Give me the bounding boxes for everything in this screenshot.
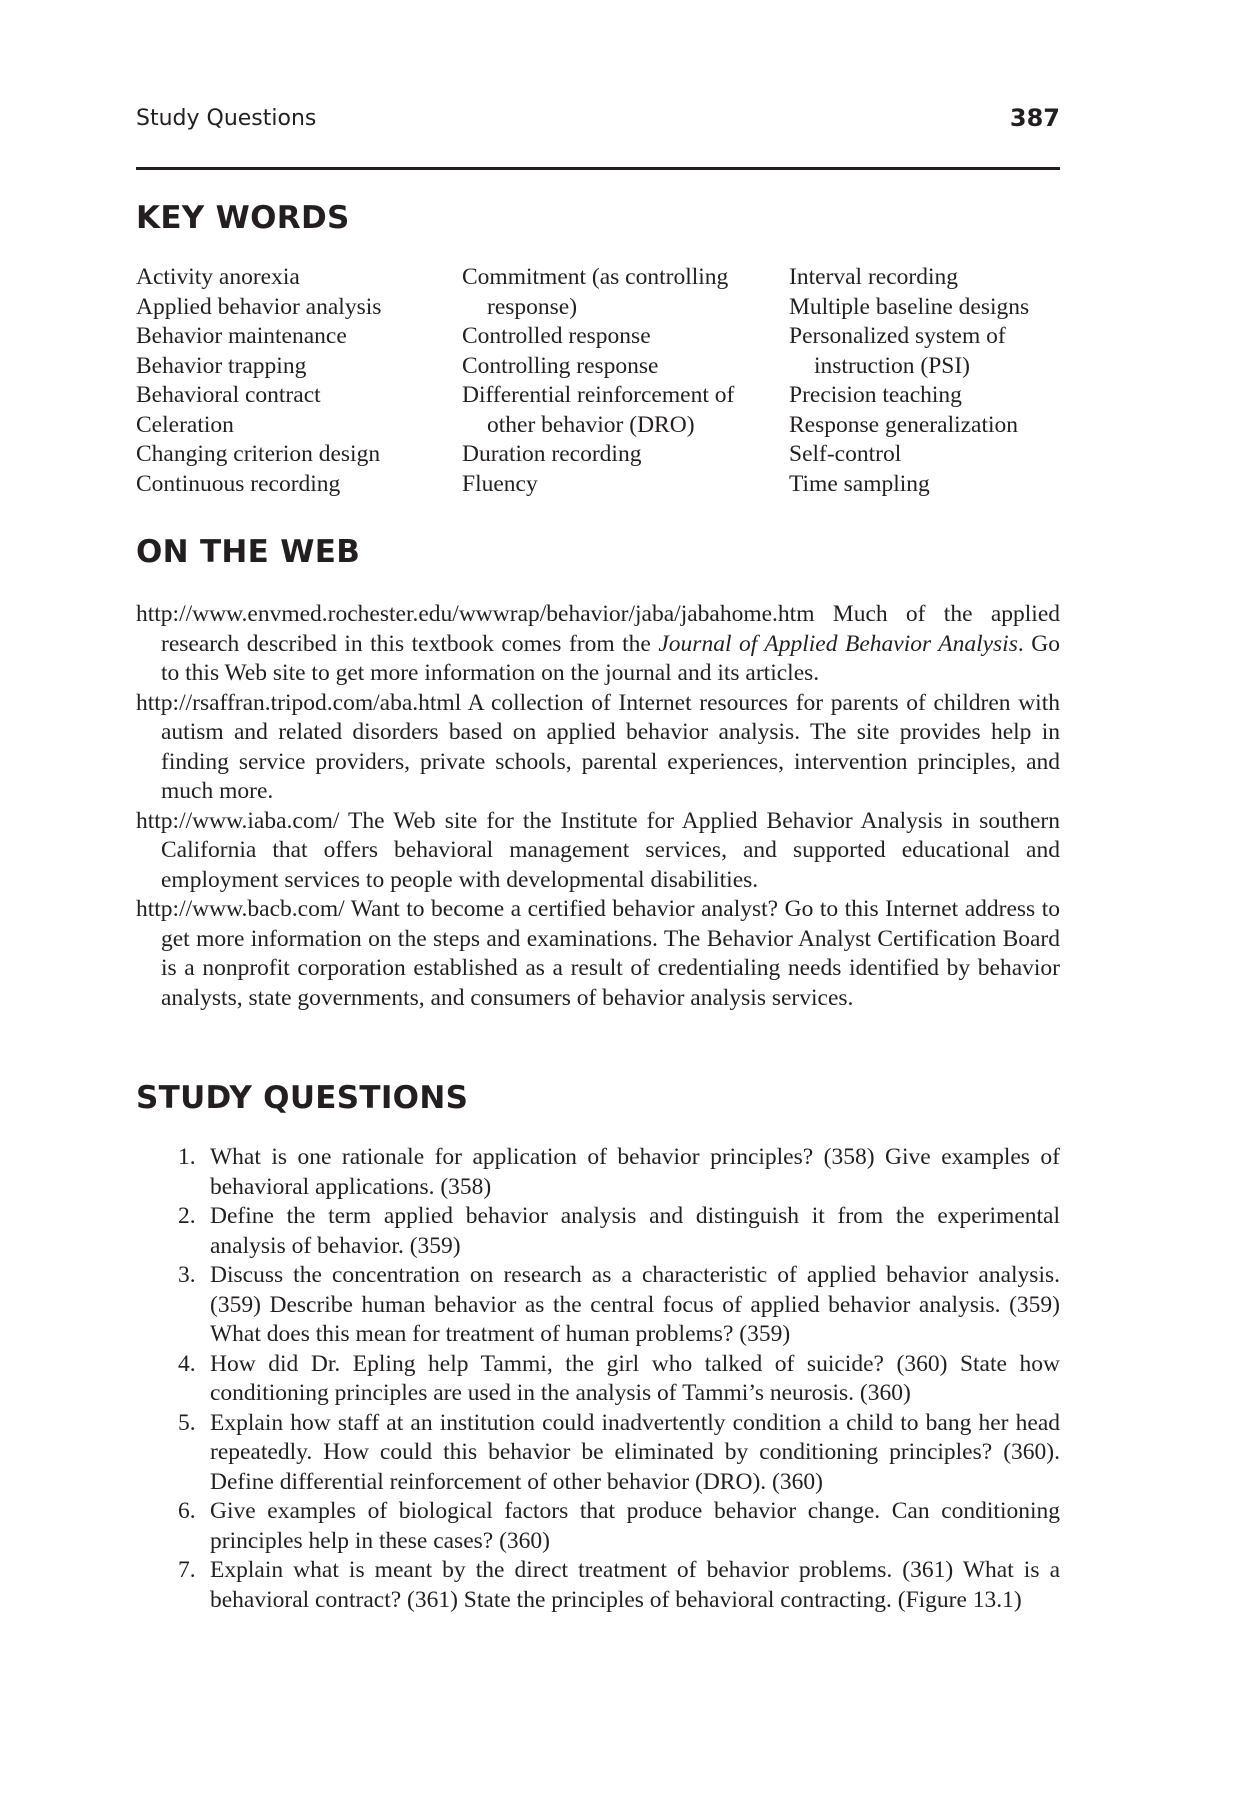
web-entry: [136, 895, 1060, 1013]
key-word: Response generalization: [789, 411, 1019, 438]
key-word: Behavior trapping: [136, 352, 307, 379]
question-number: 7.: [178, 1557, 196, 1583]
journal-title: Journal of Applied Behavior Analysis: [658, 630, 1018, 657]
key-words-column-3: [789, 263, 1069, 499]
book-page: [136, 0, 1060, 1800]
web-url[interactable]: http://www.bacb.com/: [136, 896, 345, 922]
key-words-heading: KEY WORDS: [136, 200, 350, 236]
study-questions-list: [136, 1143, 1060, 1615]
question-text: Discuss the concentration on research as a characteristic of applied behavior analysis. (359) Describe human behavior as the central focus of applied behavior analysis. (359) What does this mean for treatment of human problems? (359): [210, 1262, 1060, 1347]
key-word: Controlled response: [462, 323, 651, 349]
key-word: Duration recording: [462, 441, 642, 467]
key-word: Changing criterion design: [136, 441, 381, 467]
key-word: Applied behavior analysis: [136, 293, 382, 320]
key-word: Fluency: [462, 470, 538, 497]
question-number: 4.: [178, 1350, 196, 1377]
key-words-column-1: [136, 263, 456, 499]
web-entry: [136, 807, 1060, 896]
key-word: Differential reinforcement of other behavior (DRO): [462, 382, 735, 438]
key-word: Self-control: [789, 441, 902, 467]
key-word: Behavioral contract: [136, 382, 321, 408]
question-text: Explain what is meant by the direct treatment of behavior problems. (361) What is a behavioral contract? (361) State the principles of behavioral contracting. (Figure 13.1): [210, 1557, 1060, 1613]
key-word: Commitment (as controlling response): [462, 264, 729, 320]
web-entry: [136, 600, 1060, 689]
question-item: [136, 1409, 1060, 1498]
question-item: [136, 1350, 1060, 1409]
web-url[interactable]: http://www.envmed.rochester.edu/wwwrap/behavior/jaba/jabahome.htm: [136, 601, 815, 627]
web-resources-list: [136, 600, 1060, 1013]
web-url[interactable]: http://www.iaba.com/: [136, 807, 340, 834]
page-number: 387: [1009, 104, 1060, 132]
key-word: Activity anorexia: [136, 264, 300, 290]
question-text: Define the term applied behavior analysis and distinguish it from the experimental analysis of behavior. (359): [210, 1203, 1060, 1259]
web-description: Much of the applied research described in this textbook comes from the: [161, 601, 1060, 657]
key-word: Personalized system of instruction (PSI): [789, 323, 1006, 379]
question-text: Explain how staff at an institution could inadvertently condition a child to bang her head repeatedly. How could this behavior be eliminated by conditioning principles? (360). Define differential reinforcement of other behavior (DRO). (360): [210, 1409, 1060, 1495]
key-words-column-2: [462, 263, 782, 499]
running-head-section: Study Questions: [136, 106, 317, 131]
question-number: 5.: [178, 1409, 196, 1436]
question-item: [136, 1497, 1060, 1556]
header-rule: [136, 167, 1060, 170]
running-head: [136, 106, 1060, 136]
web-description: Want to become a certified behavior analyst? Go to this Internet address to get more information on the steps and examinations. The Behavior Analyst Certification Board is a nonprofit corporation established as a result of credentialing needs identified by behavior analysts, state governments, and consumers of behavior analysis services.: [161, 896, 1060, 1011]
question-number: 2.: [178, 1203, 196, 1229]
study-questions-heading: STUDY QUESTIONS: [136, 1080, 469, 1116]
key-word: Precision teaching: [789, 382, 962, 408]
web-description-end: . Go to this Web site to get more information on the journal and its articles.: [161, 630, 1060, 686]
key-word: Celeration: [136, 411, 234, 438]
on-the-web-heading: ON THE WEB: [136, 534, 361, 570]
question-number: 6.: [178, 1498, 196, 1524]
web-description: A collection of Internet resources for parents of children with autism and related disorders based on applied behavior analysis. The site provides help in finding service providers, private schools, parental experiences, intervention principles, and much more.: [161, 689, 1060, 804]
question-item: [136, 1261, 1060, 1350]
key-word: Behavior maintenance: [136, 323, 347, 349]
question-text: Give examples of biological factors that produce behavior change. Can conditioning principles help in these cases? (360): [210, 1498, 1060, 1554]
question-text: What is one rationale for application of behavior principles? (358) Give examples of behavioral applications. (358): [210, 1144, 1060, 1200]
question-item: [136, 1143, 1060, 1202]
key-word: Interval recording: [789, 264, 958, 290]
question-number: 1.: [178, 1144, 196, 1170]
web-entry: [136, 689, 1060, 807]
question-number: 3.: [178, 1262, 196, 1288]
key-word: Continuous recording: [136, 470, 341, 497]
key-word: Multiple baseline designs: [789, 293, 1030, 320]
question-text: How did Dr. Epling help Tammi, the girl who talked of suicide? (360) State how conditioning principles are used in the analysis of Tammi’s neurosis. (360): [210, 1350, 1060, 1406]
question-item: [136, 1556, 1060, 1615]
web-url[interactable]: http://rsaffran.tripod.com/aba.html: [136, 689, 462, 716]
question-item: [136, 1202, 1060, 1261]
web-description: The Web site for the Institute for Applied Behavior Analysis in southern California that offers behavioral management services, and supported educational and employment services to people with developmental disabilities.: [161, 807, 1060, 893]
key-word: Time sampling: [789, 470, 930, 497]
key-word: Controlling response: [462, 352, 659, 379]
